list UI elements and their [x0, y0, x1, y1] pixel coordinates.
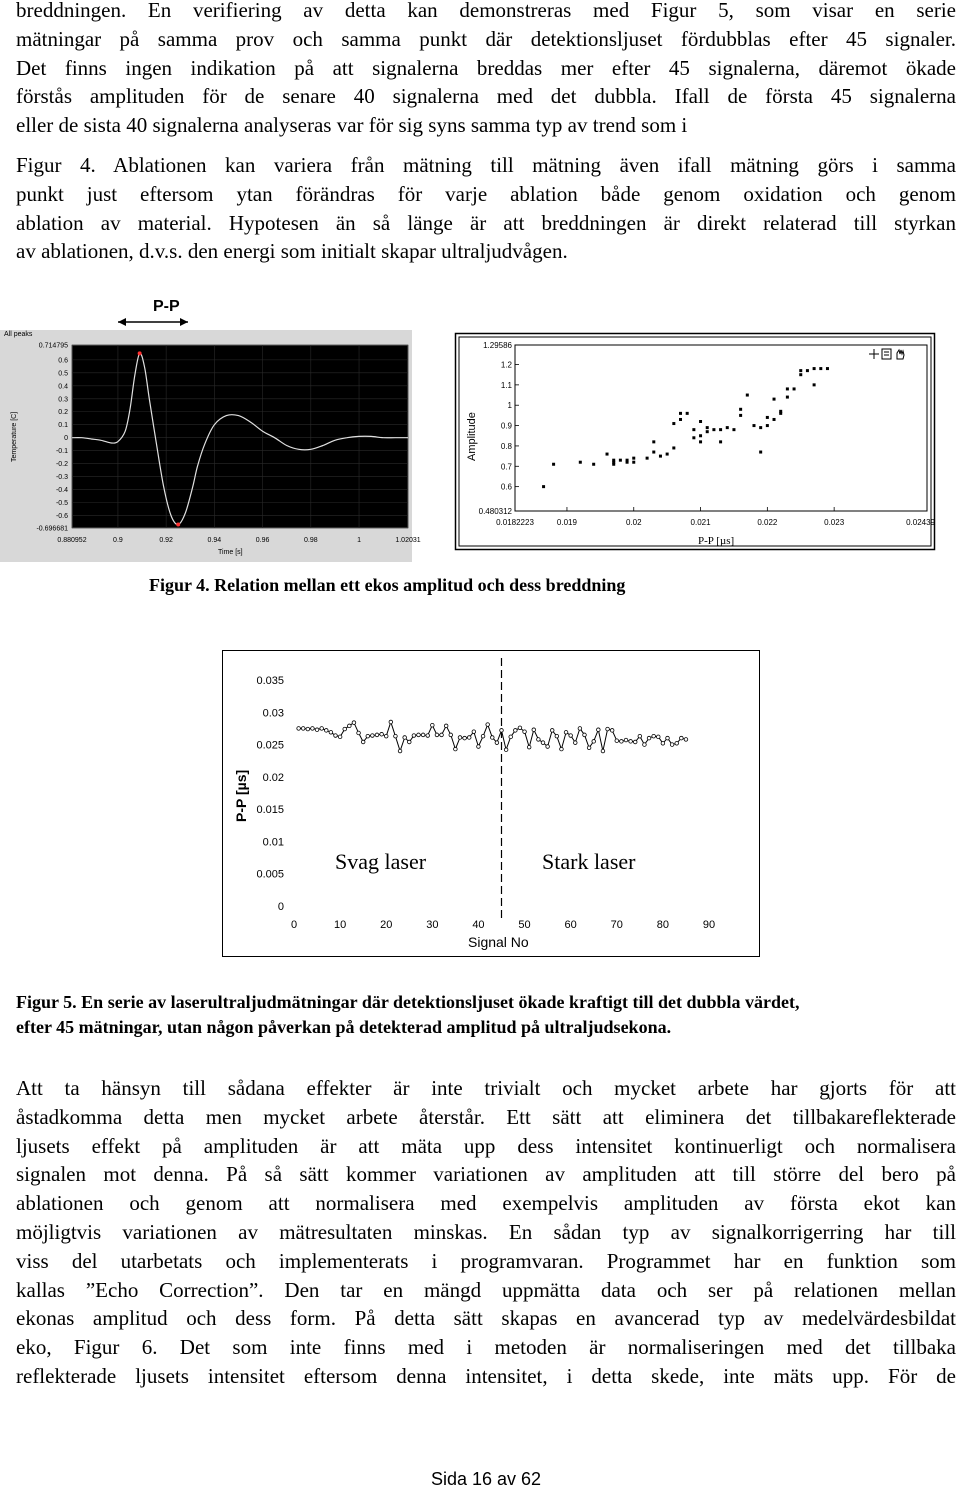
figure5-frame [223, 651, 760, 957]
scatter-point [719, 428, 722, 431]
data-point [490, 736, 494, 740]
data-point [320, 727, 324, 731]
text-line: eko, Figur 6. Det som inte finns med i metoden är normaliseringen med det tillbaka [16, 1335, 956, 1360]
scatter-point [766, 416, 769, 419]
y-tick-label: -0.5 [55, 500, 68, 507]
x-tick-label: 0.880952 [57, 537, 87, 544]
data-point [680, 736, 684, 740]
data-point [518, 726, 522, 730]
scatter-point [826, 367, 829, 370]
data-point [297, 727, 301, 731]
scatter-point [752, 424, 755, 427]
scatter-point [542, 485, 545, 488]
data-point [366, 734, 370, 738]
scatter-point [552, 463, 555, 466]
scatter-point [739, 408, 742, 411]
data-point [587, 746, 591, 750]
data-point [380, 732, 384, 736]
scatter-point [692, 428, 695, 431]
data-point [583, 733, 587, 737]
data-point [532, 728, 536, 732]
scatter-point [773, 398, 776, 401]
scatter-point [666, 453, 669, 456]
scatter-point [813, 383, 816, 386]
x-tick-label: 0.0182223 [496, 518, 534, 527]
annotation-svag-laser: Svag laser [335, 849, 427, 874]
text-line: åstadkomma detta men mycket arbete återstår. Ett sätt att eliminera det tillbakareflekterade [16, 1104, 956, 1129]
scatter-point [759, 451, 762, 454]
scatter-plot-area [515, 345, 927, 511]
peak-marker [138, 351, 142, 355]
data-point [606, 727, 610, 731]
data-point [301, 727, 305, 731]
data-point [454, 747, 458, 751]
paragraph-1 [16, 0, 956, 266]
data-point [477, 745, 481, 749]
data-point [546, 745, 550, 749]
scatter-point [619, 459, 622, 462]
data-point [481, 734, 485, 738]
text-line: viss del utarbetats och implementerats i programvaran. Programmet har en funktion som [16, 1248, 956, 1273]
x-tick-label: 60 [564, 919, 577, 931]
text-line: signalen mot denna. På så sätt kommer variationen av amplituden att till större del bero på [16, 1162, 956, 1187]
data-point [624, 738, 628, 742]
scatter-point [699, 420, 702, 423]
data-point [560, 747, 564, 751]
scatter-point [679, 418, 682, 421]
x-tick-label: 70 [610, 919, 623, 931]
figure5-xlabel: Signal No [468, 934, 529, 950]
data-point [389, 720, 393, 724]
data-point [417, 733, 421, 737]
data-point [361, 740, 365, 744]
data-point [578, 727, 582, 731]
data-point [666, 736, 670, 740]
data-point [643, 743, 647, 747]
text-line: Figur 4. Ablationen kan variera från mätning till mätning även ifall mätning görs i samma [16, 152, 956, 177]
y-tick-label: -0.3 [55, 474, 68, 482]
paragraph-2 [16, 1074, 956, 1391]
x-tick-label: 0.98 [303, 537, 318, 544]
y-tick-label: -0.4 [55, 487, 68, 495]
data-point [348, 724, 352, 728]
caption-line: Figur 5. En serie av laserultraljudmätningar där detektionsljuset ökade kraftigt till det dubbla värdet, [16, 992, 800, 1012]
data-point [463, 736, 467, 740]
peak-marker [176, 523, 180, 527]
data-point [311, 727, 315, 731]
y-tick-label: 0.2 [58, 409, 68, 417]
y-tick-label: -0.1 [55, 448, 68, 456]
annotation-stark-laser: Stark laser [542, 849, 636, 874]
scatter-point [659, 455, 662, 458]
x-tick-label: 0.02 [625, 518, 642, 527]
data-point [500, 729, 504, 733]
page-number: Sida 16 av 62 [430, 1469, 542, 1489]
x-tick-label: 30 [426, 919, 439, 931]
text-line: mätningar på samma prov och samma punkt där detektionsljuset fördubblas efter 45 signaler. [16, 26, 956, 51]
data-point [384, 734, 388, 738]
scatter-point [686, 412, 689, 415]
x-tick-label: 40 [472, 919, 485, 931]
figure4-waveform-panel [0, 292, 421, 562]
data-point [550, 729, 554, 733]
data-point [661, 741, 665, 745]
y-tick-label: -0.6 [55, 512, 68, 520]
y-tick-label: 1.29586 [483, 341, 512, 350]
data-point [652, 734, 656, 738]
y-tick-label: 0.015 [256, 804, 284, 817]
text-line: ablationen och genom att normalisera med exempelvis amplituden av första ekot kan [16, 1191, 956, 1216]
x-tick-label: 0.94 [207, 537, 222, 544]
data-point [597, 728, 601, 732]
data-point [329, 731, 333, 735]
y-tick-label: -0.2 [55, 461, 68, 469]
caption-line: efter 45 mätningar, utan någon påverkan på detekterad amplitud på ultraljudsekona. [16, 1017, 672, 1037]
data-point [412, 734, 416, 738]
waveform-ylabel: Temperature [C] [11, 411, 18, 462]
scatter-point [719, 440, 722, 443]
scatter-point [786, 387, 789, 390]
data-point [431, 723, 435, 727]
scatter-point [652, 451, 655, 454]
y-tick-label: 0.025 [256, 739, 284, 752]
scatter-point [646, 457, 649, 460]
y-tick-label: 0 [277, 901, 284, 913]
scatter-point [632, 457, 635, 460]
data-point [514, 729, 518, 733]
data-point [421, 733, 425, 737]
y-tick-label: 1.2 [500, 360, 512, 370]
data-point [403, 736, 407, 740]
data-point [472, 730, 476, 734]
x-tick-label: 0.023 [824, 518, 845, 527]
data-point [656, 735, 660, 739]
y-tick-label: 0.9 [500, 421, 512, 431]
data-point [435, 733, 439, 737]
scatter-point [592, 463, 595, 466]
x-tick-label: 0.019 [556, 518, 577, 527]
data-point [620, 740, 624, 744]
data-point [306, 727, 310, 731]
y-tick-label: 0.1 [58, 422, 68, 430]
scatter-point [612, 461, 615, 464]
text-line: förstås amplituden för de senare 40 signalerna med det dubbla. Ifall de första 45 signalerna [16, 84, 956, 109]
waveform-xlabel: Time [s] [218, 549, 243, 556]
scatter-point [652, 440, 655, 443]
data-point [407, 740, 411, 744]
data-point [555, 734, 559, 738]
data-point [638, 734, 642, 738]
data-point [334, 734, 338, 738]
data-point [343, 727, 347, 731]
scatter-point [799, 373, 802, 376]
x-tick-label: 0.9 [113, 537, 123, 544]
x-tick-label: 0.92 [159, 537, 173, 544]
pp-arrow [118, 318, 188, 326]
figure5-ylabel: P-P [µs] [233, 769, 249, 822]
scatter-point [759, 426, 762, 429]
data-point [615, 739, 619, 743]
text-line: ablation av material. Hypotesen än så länge är att breddningen är direkt relaterad till styrkan [16, 210, 956, 235]
data-point [610, 729, 614, 733]
x-tick-label: 0.96 [255, 537, 270, 544]
data-point [444, 724, 448, 728]
data-point [458, 736, 462, 740]
data-point [467, 736, 471, 740]
data-point [394, 734, 398, 738]
x-tick-label: 0.022 [757, 518, 778, 527]
scatter-point [706, 430, 709, 433]
scatter-point [712, 428, 715, 431]
text-line: ljusets effekt på amplituden är att mäta upp dess intensitet kontinuerligt och normalisera [16, 1133, 956, 1158]
data-point [647, 736, 651, 740]
scatter-point [806, 369, 809, 372]
data-point [371, 734, 375, 738]
y-tick-label: 0.02 [262, 771, 284, 784]
data-point [495, 741, 499, 745]
y-tick-label: 0.035 [256, 675, 284, 687]
y-tick-label: 0.03 [262, 707, 284, 720]
text-line: kallas ”Echo Correction”. Den tar en mängd uppmätta data och ser på relationen mellan [16, 1277, 956, 1302]
data-point [357, 731, 361, 735]
scatter-point [699, 440, 702, 443]
x-tick-label: 50 [518, 919, 531, 931]
data-point [527, 745, 531, 749]
data-point [541, 741, 545, 745]
scatter-point [746, 394, 749, 397]
y-tick-label: 0.480312 [478, 507, 512, 516]
data-point [426, 734, 430, 738]
y-tick-label: 1.1 [500, 380, 512, 390]
scatter-point [672, 422, 675, 425]
scatter-point [779, 410, 782, 413]
y-tick-label: -0.696681 [36, 525, 68, 533]
scatter-point [813, 367, 816, 370]
data-point [629, 740, 633, 744]
text-line: Det finns ingen indikation på att signalerna breddas mer efter 45 signalerna, däremot ökade [16, 55, 956, 80]
data-point [504, 748, 508, 752]
scatter-ylabel: Amplitude [466, 412, 478, 461]
data-point [684, 738, 688, 742]
figure5-caption [16, 990, 956, 1040]
y-tick-label: 0 [64, 435, 68, 443]
scatter-point [739, 414, 742, 417]
x-tick-label: 0.02439 [906, 518, 935, 527]
figure4-scatter-panel [455, 333, 935, 550]
scatter-point [672, 446, 675, 449]
scatter-point [793, 387, 796, 390]
scatter-point [726, 426, 729, 429]
text-line: punkt just eftersom ytan förändras för varje ablation både genom oxidation och genom [16, 181, 956, 206]
data-point [633, 740, 637, 744]
data-point [486, 723, 490, 727]
y-tick-label: 0.714795 [38, 342, 68, 350]
scatter-xlabel: P-P [µs] [698, 535, 735, 547]
scatter-point [692, 436, 695, 439]
text-line: reflekterade ljusets intensitet eftersom denna intensitet, i detta skede, inte mäts upp. För de [16, 1363, 956, 1388]
data-point [440, 733, 444, 737]
text-line: ekonas amplitud och dess form. På detta sätt skapas en avancerad typ av medelvärdesbildat [16, 1306, 956, 1331]
y-tick-label: 0.8 [500, 441, 512, 451]
x-tick-label: 80 [656, 919, 670, 931]
scatter-point [579, 461, 582, 464]
y-tick-label: 0.3 [58, 396, 68, 404]
y-tick-label: 0.6 [500, 482, 512, 492]
scatter-point [773, 418, 776, 421]
data-point [523, 730, 527, 734]
scatter-point [706, 426, 709, 429]
x-tick-label: 20 [380, 919, 393, 931]
scatter-point [632, 461, 635, 464]
data-point [352, 721, 356, 725]
scatter-point [626, 461, 629, 464]
scatter-point [766, 424, 769, 427]
scatter-point [732, 428, 735, 431]
y-tick-label: 0.6 [58, 357, 68, 365]
data-point [670, 743, 674, 747]
data-point [564, 731, 568, 735]
data-point [509, 735, 513, 739]
y-tick-label: 1 [507, 401, 512, 411]
x-tick-label: 10 [333, 919, 347, 931]
y-tick-label: 0.4 [58, 383, 68, 391]
y-tick-label: 0.005 [256, 868, 284, 881]
data-point [601, 749, 605, 753]
data-point [398, 749, 402, 753]
y-tick-label: 0.7 [500, 462, 512, 472]
text-line: möjligtvis variationen av mätresultaten minskas. En sådan typ av signalkorrigerring har till [16, 1219, 956, 1244]
text-line: av ablationen, d.v.s. den energi som initialt skapar ultraljudvågen. [16, 239, 568, 264]
y-tick-label: 0.01 [262, 836, 284, 849]
text-line: Att ta hänsyn till sådana effekter är inte trivialt och mycket arbete har gjorts för att [16, 1076, 956, 1100]
scatter-point [819, 367, 822, 370]
data-point [675, 741, 679, 745]
corner-label: All peaks [4, 331, 33, 338]
data-point [573, 741, 577, 745]
data-point [375, 733, 379, 737]
text-line: breddningen. En verifiering av detta kan demonstreras med Figur 5, som visar en serie [16, 0, 956, 22]
figure4-caption: Figur 4. Relation mellan ett ekos amplitud och dess breddning [149, 575, 626, 595]
x-tick-label: 0 [290, 919, 298, 931]
data-point [592, 740, 596, 744]
data-point [338, 735, 342, 739]
data-point [315, 728, 319, 732]
scatter-point [786, 396, 789, 399]
x-tick-label: 1 [357, 537, 361, 544]
data-point [449, 733, 453, 737]
pp-annotation: P-P [153, 298, 180, 315]
data-point [324, 729, 328, 733]
data-point [569, 734, 573, 738]
x-tick-label: 1.02031 [395, 537, 421, 544]
scatter-point [799, 369, 802, 372]
x-tick-label: 0.021 [690, 518, 711, 527]
figure5-chart [222, 650, 760, 957]
scatter-point [606, 453, 609, 456]
text-line: eller de sista 40 signalerna analyseras var för sig syns samma typ av trend som i [16, 113, 688, 138]
x-tick-label: 90 [702, 919, 716, 931]
y-tick-label: 0.5 [58, 370, 68, 378]
data-point [537, 738, 541, 742]
scatter-point [699, 434, 702, 437]
scatter-point [679, 412, 682, 415]
